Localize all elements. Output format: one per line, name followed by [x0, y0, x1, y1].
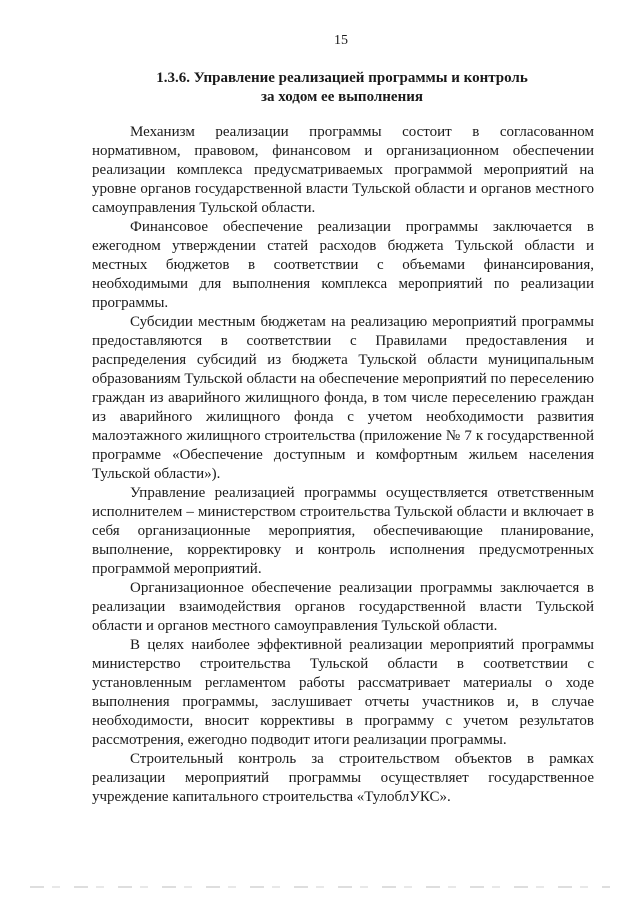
scan-artifact	[30, 886, 610, 888]
section-heading	[92, 69, 592, 106]
paragraph-financing: Финансовое обеспечение реализации программы заключается в ежегодном утверждении статей расходов бюджета Тульской области и местных бюджетов в соответствии с объемами финансирования, необходимыми для выполнения комплекса мероприятий по реализации программы.	[92, 219, 594, 311]
section-heading-line-2: за ходом ее выполнения	[261, 88, 423, 105]
paragraph-efficiency: В целях наиболее эффективной реализации мероприятий программы министерство строительства Тульской области в соответствии с установленным регламентом работы рассматривает материалы о ходе выполнения программы, заслушивает отчеты участников и, в случае необходимости, вносит коррективы в программу с учетом результатов рассмотрения, ежегодно подводит итоги реализации программы.	[92, 637, 594, 748]
paragraph-organizational: Организационное обеспечение реализации программы заключается в реализации взаимодействия органов государственной власти Тульской области и органов местного самоуправления Тульской области.	[92, 580, 594, 634]
paragraph-management: Управление реализацией программы осуществляется ответственным исполнителем – министерством строительства Тульской области и включает в себя организационные мероприятия, обеспечивающие планирование, выполнение, корректировку и контроль исполнения предусмотренных программой мероприятий.	[92, 485, 594, 577]
paragraph-construction-control: Строительный контроль за строительством объектов в рамках реализации мероприятий программы осуществляет государственное учреждение капитального строительства «ТулоблУКС».	[92, 751, 594, 805]
body-text	[92, 123, 594, 807]
paragraph-subsidies: Субсидии местным бюджетам на реализацию мероприятий программы предоставляются в соответствии с Правилами предоставления и распределения субсидий из бюджета Тульской области муниципальным образованиям Тульской области на обеспечение мероприятий по переселению граждан из аварийного жилищного фонда, в том числе переселению граждан из аварийного жилищного фонда с учетом необходимости развития малоэтажного жилищного строительства (приложение № 7 к государственной программе «Обеспечение доступным и комфортным жильем населения Тульской области»).	[92, 314, 594, 482]
paragraph-mechanism: Механизм реализации программы состоит в согласованном нормативном, правовом, финансовом и организационном обеспечении реализации комплекса предусматриваемых программой мероприятий на уровне органов государственной власти Тульской области и органов местного самоуправления Тульской области.	[92, 124, 594, 216]
page-number: 15	[334, 33, 348, 48]
section-heading-line-1: 1.3.6. Управление реализацией программы и контроль	[156, 70, 528, 86]
